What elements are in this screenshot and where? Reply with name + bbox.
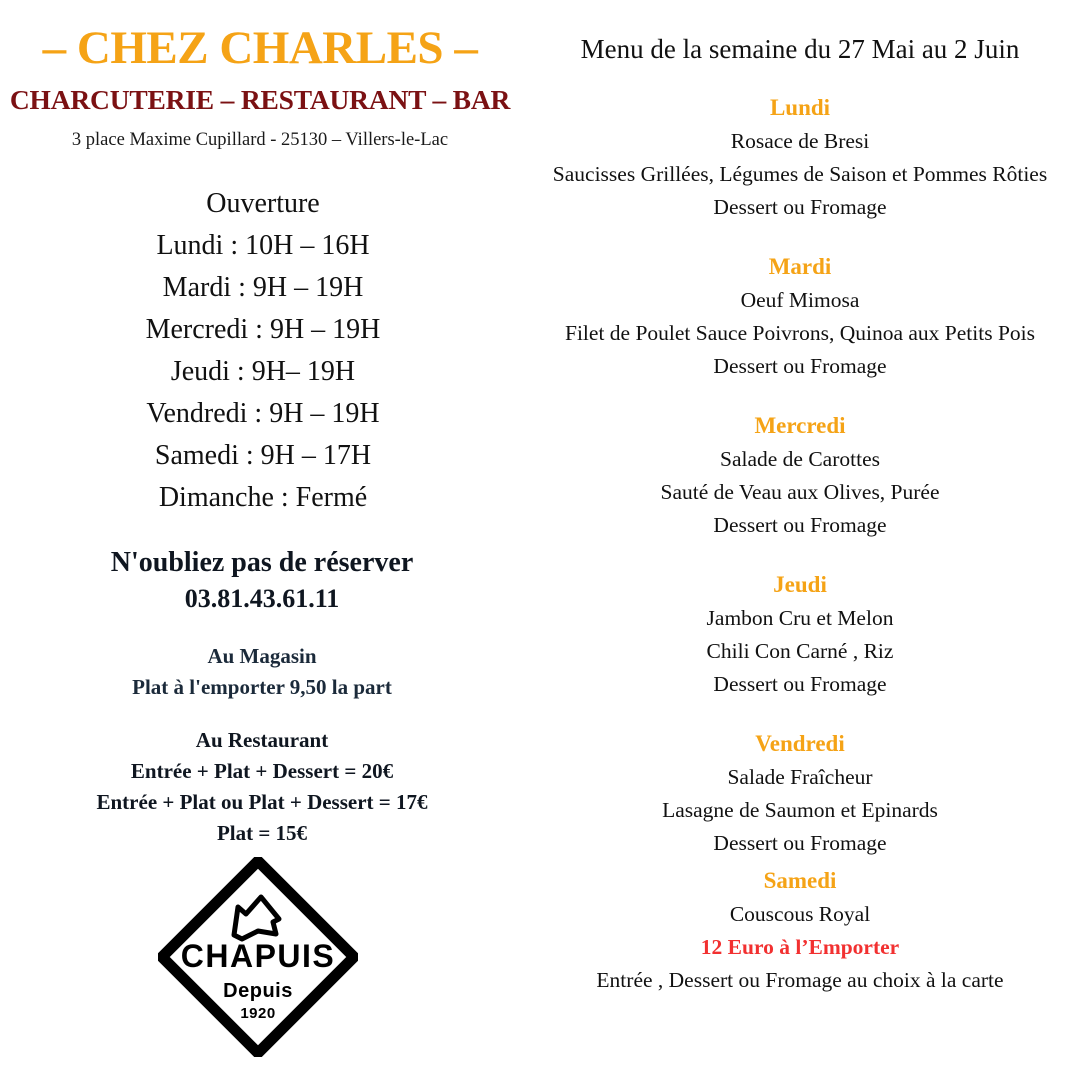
takeaway-price-note: 12 Euro à l’Emporter [700, 935, 900, 960]
dish-line: Saucisses Grillées, Légumes de Saison et Pommes Rôties [552, 162, 1048, 187]
opening-hours-line: Mercredi : 9H – 19H [145, 313, 381, 345]
day-name: Samedi [763, 868, 837, 894]
day-name: Mercredi [754, 413, 846, 439]
logo-since-year: 1920 [240, 1005, 276, 1022]
dish-line: Jambon Cru et Melon [706, 606, 894, 631]
opening-hours-line: Jeudi : 9H– 19H [170, 355, 356, 387]
brand-subtitle: CHARCUTERIE – RESTAURANT – BAR [9, 84, 511, 116]
opening-hours-block [0, 151, 520, 519]
opening-hours-line: Dimanche : Fermé [158, 481, 368, 513]
restaurant-price-line: Entrée + Plat + Dessert = 20€ [130, 758, 394, 783]
dish-line: Sauté de Veau aux Olives, Purée [660, 480, 940, 505]
right-column [520, 0, 1080, 1080]
dish-line: Filet de Poulet Sauce Poivrons, Quinoa aux Petits Pois [565, 321, 1035, 346]
restaurant-price-line: Entrée + Plat ou Plat + Dessert = 17€ [96, 789, 428, 814]
brand-title: – CHEZ CHARLES – [42, 22, 478, 74]
reservation-phone[interactable]: 03.81.43.61.11 [184, 583, 340, 613]
weekly-menu-header: Menu de la semaine du 27 Mai au 2 Juin [580, 34, 1020, 64]
dish-line: Rosace de Bresi [730, 129, 870, 154]
dish-line: Entrée , Dessert ou Fromage au choix à la carte [596, 968, 1004, 993]
day-group [520, 701, 1080, 860]
dish-line: Dessert ou Fromage [713, 672, 887, 697]
logo-since-label: Depuis [223, 980, 293, 1002]
dish-line: Oeuf Mimosa [740, 288, 860, 313]
day-name: Jeudi [773, 572, 827, 598]
opening-hours-line: Lundi : 10H – 16H [156, 229, 370, 261]
brand-address: 3 place Maxime Cupillard - 25130 – Villers-le-Lac [71, 129, 449, 150]
restaurant-heading: Au Restaurant [195, 727, 329, 752]
dish-line: Dessert ou Fromage [713, 195, 887, 220]
day-group [520, 542, 1080, 701]
opening-hours-title: Ouverture [206, 187, 320, 219]
restaurant-price-line: Plat = 15€ [216, 820, 308, 845]
weekly-menu-days [520, 65, 1080, 997]
day-name: Mardi [768, 254, 832, 280]
dish-line: Dessert ou Fromage [713, 513, 887, 538]
dish-line: Couscous Royal [729, 902, 871, 927]
reservation-block [0, 519, 520, 617]
dish-line: Dessert ou Fromage [713, 354, 887, 379]
shop-price-line: Plat à l'emporter 9,50 la part [132, 674, 392, 699]
shop-pricing-block [0, 617, 520, 703]
day-group [520, 383, 1080, 542]
dish-line: Dessert ou Fromage [713, 831, 887, 856]
reservation-title: N'oubliez pas de réserver [110, 546, 414, 578]
dish-line: Salade Fraîcheur [727, 765, 873, 790]
day-name: Lundi [769, 95, 831, 121]
dish-line: Lasagne de Saumon et Epinards [662, 798, 938, 823]
opening-hours-line: Samedi : 9H – 17H [154, 439, 372, 471]
opening-hours-line: Mardi : 9H – 19H [162, 271, 364, 303]
dish-line: Salade de Carottes [719, 447, 880, 472]
dish-line: Chili Con Carné , Riz [706, 639, 894, 664]
shop-heading: Au Magasin [207, 643, 317, 668]
restaurant-pricing-block [0, 703, 520, 849]
day-group [520, 860, 1080, 997]
day-group [520, 65, 1080, 224]
logo-name: CHAPUIS [180, 938, 336, 974]
chalet-mountain-icon [234, 897, 279, 939]
day-name: Vendredi [755, 731, 845, 757]
chapuis-logo [158, 857, 358, 1057]
opening-hours-line: Vendredi : 9H – 19H [146, 397, 380, 429]
day-group [520, 224, 1080, 383]
